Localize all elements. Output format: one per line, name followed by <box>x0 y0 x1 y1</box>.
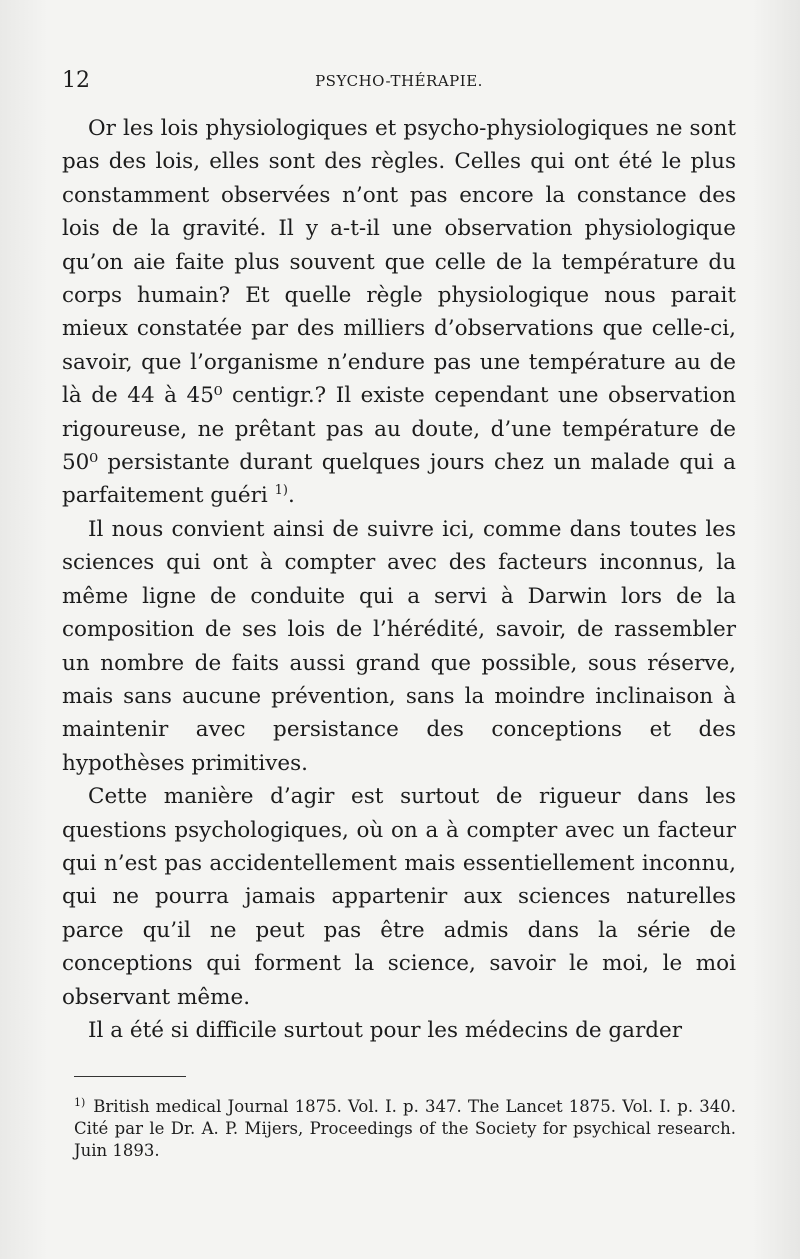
paragraph-1 <box>62 112 736 513</box>
paragraph-1-end: . <box>287 483 295 509</box>
page-header <box>62 64 736 104</box>
footnote <box>74 1096 736 1162</box>
paragraph-4: Il a été si difficile surtout pour les médecins de garder <box>88 1017 683 1043</box>
footnote-divider <box>74 1076 186 1077</box>
footnote-marker: 1) <box>74 1095 86 1109</box>
body-text <box>62 112 736 1047</box>
footnote-reference: 1) <box>274 483 288 499</box>
running-head: PSYCHO-THÉRAPIE. <box>315 72 483 90</box>
footnote-text: British medical Journal 1875. Vol. I. p. 347. The Lancet 1875. Vol. I. p. 340. Cité par le Dr. A. P. Mijers, Proceedings of the Society for psychical research. Juin 1893. <box>74 1097 736 1160</box>
paragraph-2: Il nous convient ainsi de suivre ici, comme dans toutes les sciences qui ont à compter avec des facteurs inconnus, la même ligne de conduite qui a servi à Darwin lors de la composition de ses lois de l’hérédité, savoir, de rassembler un nombre de faits aussi grand que possible, sous réserve, mais sans aucune prévention, sans la moindre inclinaison à maintenir avec persistance des conceptions et des hypothèses primitives. <box>62 516 736 776</box>
paragraph-1-text: Or les lois physiologiques et psycho-physiologiques ne sont pas des lois, elles sont des règles. Celles qui ont été le plus constamment observées n’ont pas encore la constance des lois de la gravité. Il y a-t-il une observation physiologique qu’on aie faite plus souvent que celle de la température du corps humain? Et quelle règle physiologique nous parait mieux constatée par des milliers d’observations que celle-ci, savoir, que l’organisme n’endure pas une température au de là de 44 à 45⁰ centigr.? Il existe cependant une observation rigoureuse, ne prêtant pas au doute, d’une température de 50⁰ persistante durant quelques jours chez un malade qui a parfaitement guéri <box>62 116 736 509</box>
paragraph-3: Cette manière d’agir est surtout de rigueur dans les questions psychologiques, où on a à compter avec un facteur qui n’est pas accidentellement mais essentiellement inconnu, qui ne pourra jamais appartenir aux sciences naturelles parce qu’il ne peut pas être admis dans la série de conceptions qui forment la science, savoir le moi, le moi observant même. <box>62 784 736 1010</box>
page-number: 12 <box>62 68 90 93</box>
